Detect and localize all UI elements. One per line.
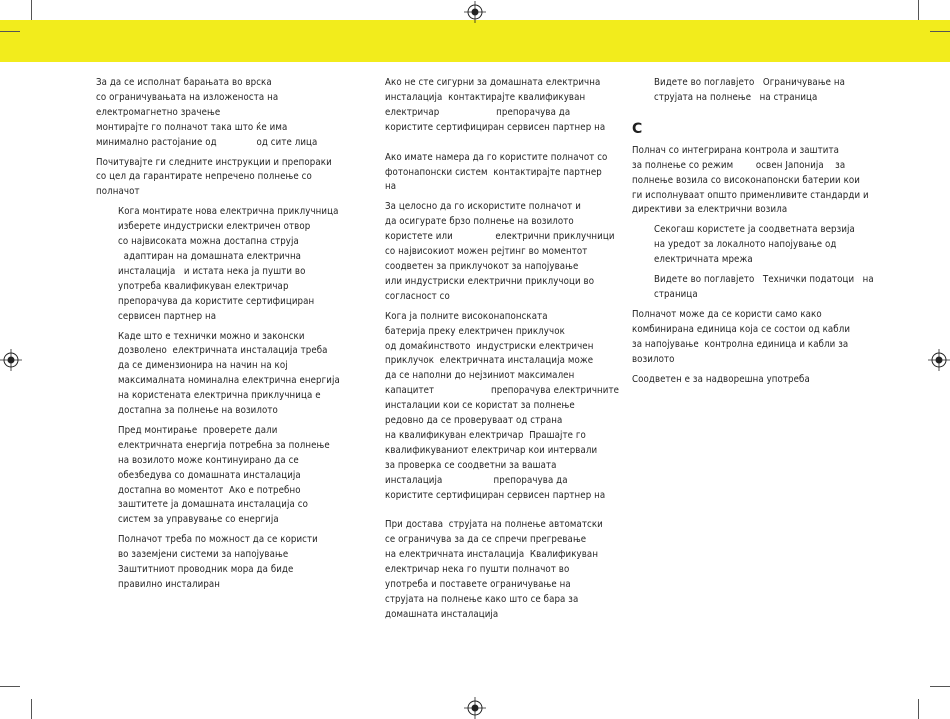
text-line: Каде што е технички можно и законски <box>118 330 305 342</box>
section-heading: C <box>632 120 643 137</box>
text-line: со највисоката можна достапна струја <box>118 236 299 248</box>
body-paragraph <box>385 310 620 504</box>
text-line: или индустриски електрични приклучоци во <box>385 275 595 287</box>
text-line: инсталации кои се користат за полнење <box>385 400 575 412</box>
text-line: Ако имате намера да го користите полначот со <box>385 151 608 163</box>
crop-mark-bottom-right <box>930 686 950 687</box>
text-line: Соодветен е за надворешна употреба <box>632 373 810 385</box>
text-line: електричната енергија потребна за полнење <box>118 439 330 451</box>
text-line: правилно инсталиран <box>118 579 221 590</box>
text-line: заштитете ја домашната инсталација со <box>118 499 308 511</box>
text-line: на возилото може континуирано да се <box>118 454 299 466</box>
body-paragraph <box>632 144 882 219</box>
instruction-paragraph <box>632 223 882 268</box>
text-line: се ограничува за да се спречи прегревање <box>385 534 587 546</box>
text-line: употреба квалификуван електричар <box>118 280 289 292</box>
text-line: квалификуваниот електричар кои интервали <box>385 444 598 456</box>
text-line: редовно да се проверуваат од страна <box>385 415 563 427</box>
text-line: инсталација контактирајте квалификуван <box>385 91 586 103</box>
text-line: За да се исполнат барањата во врска <box>96 77 272 88</box>
paragraph-spacer <box>385 508 620 518</box>
text-line: на <box>385 181 397 193</box>
text-line: приклучок електричната инсталација може <box>385 355 594 367</box>
text-line: користете или електрични приклучници <box>385 231 615 243</box>
text-line: максималната номинална електрична енергија <box>118 375 340 387</box>
text-line: комбинирана единица која се состои од кабли <box>632 323 851 335</box>
text-line: струјата на полнење како што се бара за <box>385 594 579 605</box>
text-line: со цел да гарантирате непречено полнење со <box>96 171 312 183</box>
registration-mark-bottom-icon <box>464 697 486 719</box>
text-line: да се наполни до нејзиниот максимален <box>385 370 575 382</box>
text-line: Кога ја полните високонапонската <box>385 310 548 322</box>
text-line: полначот <box>96 186 140 198</box>
text-line: електричната мрежа <box>654 254 753 266</box>
body-paragraph <box>632 373 882 388</box>
text-line: во заземјени системи за напојување <box>118 549 289 561</box>
text-line: Видете во поглавјето Ограничување на <box>654 77 846 88</box>
crop-mark-bottom-left <box>0 686 20 687</box>
text-line: систем за управување со енергија <box>118 514 279 526</box>
text-line: за напојување контролна единица и кабли за <box>632 338 849 350</box>
text-line: Ако не сте сигурни за домашната електрична <box>385 77 601 88</box>
registration-mark-top-icon <box>464 1 486 23</box>
crop-mark-top-left <box>0 31 20 32</box>
text-line: на користената електрична приклучница е <box>118 390 321 402</box>
text-line: да осигурате брзо полнење на возилото <box>385 216 574 228</box>
body-paragraph <box>385 76 620 136</box>
text-line: Кога монтирате нова електрична приклучница <box>118 206 339 218</box>
registration-mark-left-icon <box>0 349 22 371</box>
text-line: полнење возила со високонапонски батерии кои <box>632 174 860 186</box>
body-paragraph <box>96 76 358 151</box>
text-line: достапна во моментот Ако е потребно <box>118 484 301 496</box>
body-paragraph <box>96 156 358 201</box>
text-line: препорачува да користите сертифициран <box>118 295 315 307</box>
text-line: адаптиран на домашната електрична <box>118 250 302 262</box>
text-line: да се димензионира на начин на кој <box>118 360 288 372</box>
crop-mark-top-left-vertical <box>31 0 32 20</box>
text-line: користите сертифициран сервисен партнер на <box>385 121 606 133</box>
text-line: При достава струјата на полнење автоматски <box>385 519 603 531</box>
text-line: минимално растојание од од сите лица <box>96 136 318 148</box>
text-line: на квалификуван електричар Прашајте го <box>385 429 586 441</box>
text-line: изберете индустриски електричен отвор <box>118 221 311 233</box>
text-line: Полначот може да се користи само како <box>632 308 822 320</box>
text-line: на електричната инсталација Квалификуван <box>385 549 599 561</box>
text-column-right <box>632 76 882 392</box>
crop-mark-bottom-left-vertical <box>31 699 32 719</box>
text-line: Полнач со интегрирана контрола и заштита <box>632 144 840 156</box>
text-line: за проверка се соодветни за вашата <box>385 459 557 471</box>
text-line: дозволено електричната инсталација треба <box>118 345 328 357</box>
instruction-paragraph <box>96 533 358 593</box>
crop-mark-bottom-right-vertical <box>918 699 919 719</box>
text-line: домашната инсталација <box>385 608 499 620</box>
text-line: употреба и поставете ограничување на <box>385 579 571 591</box>
text-line: струјата на полнење на страница <box>654 91 818 103</box>
instruction-paragraph <box>632 76 882 106</box>
crop-mark-top-right-vertical <box>918 0 919 20</box>
paragraph-spacer <box>385 141 620 151</box>
text-line: Секогаш користете ја соодветната верзија <box>654 224 855 236</box>
text-line: достапна за полнење на возилото <box>118 405 278 417</box>
text-line: Заштитниот проводник мора да биде <box>118 564 294 576</box>
instruction-paragraph <box>96 205 358 324</box>
text-line: капацитет препорачува електричните <box>385 385 620 397</box>
text-line: Пред монтирање проверете дали <box>118 424 278 436</box>
text-line: Полначот треба по можност да се користи <box>118 534 318 546</box>
text-line: за полнење со режим освен Јапонија за <box>632 159 846 171</box>
text-column-left <box>96 76 358 598</box>
body-paragraph <box>385 151 620 196</box>
text-line: фотонапонски систем контактирајте партнер <box>385 166 602 178</box>
text-line: Почитувајте ги следните инструкции и препораки <box>96 156 332 168</box>
text-line: За целосно да го искористите полначот и <box>385 201 581 213</box>
text-line: на уредот за локалното напојување од <box>654 239 837 251</box>
instruction-paragraph <box>96 330 358 419</box>
text-line: со ограничувањата на изложеноста на <box>96 91 279 103</box>
text-line: обезбедува со домашната инсталација <box>118 469 301 481</box>
text-line: со највисокиот можен рејтинг во моментот <box>385 246 588 258</box>
text-line: директиви за електрични возила <box>632 204 788 216</box>
text-line: инсталација и истата нека ја пушти во <box>118 265 306 277</box>
text-line: Видете во поглавјето Технички податоци на <box>654 274 874 286</box>
text-line: електричар нека го пушти полначот во <box>385 564 570 576</box>
text-line: инсталација препорачува да <box>385 474 568 486</box>
text-line: возилото <box>632 353 675 365</box>
header-color-band <box>0 20 950 62</box>
text-line: батерија преку електричен приклучок <box>385 325 565 337</box>
text-line: согласност со <box>385 290 450 302</box>
text-line: користите сертифициран сервисен партнер на <box>385 489 606 501</box>
text-line: страница <box>654 288 698 300</box>
text-line: електричар препорачува да <box>385 106 571 118</box>
instruction-paragraph <box>632 273 882 303</box>
text-line: монтирајте го полначот така што ќе има <box>96 121 288 133</box>
text-line: од домаќинството индустриски електричен <box>385 340 594 352</box>
text-column-middle <box>385 76 620 628</box>
text-line: електромагнетно зрачење <box>96 106 221 118</box>
text-line: сервисен партнер на <box>118 310 217 322</box>
body-paragraph <box>632 308 882 368</box>
body-paragraph <box>385 518 620 622</box>
crop-mark-top-right <box>930 31 950 32</box>
registration-mark-right-icon <box>928 349 950 371</box>
instruction-paragraph <box>96 424 358 528</box>
body-paragraph <box>385 200 620 304</box>
text-line: ги исполнуваат општо применливите стандарди и <box>632 189 869 201</box>
text-line: соодветен за приклучокот за напојување <box>385 260 579 272</box>
